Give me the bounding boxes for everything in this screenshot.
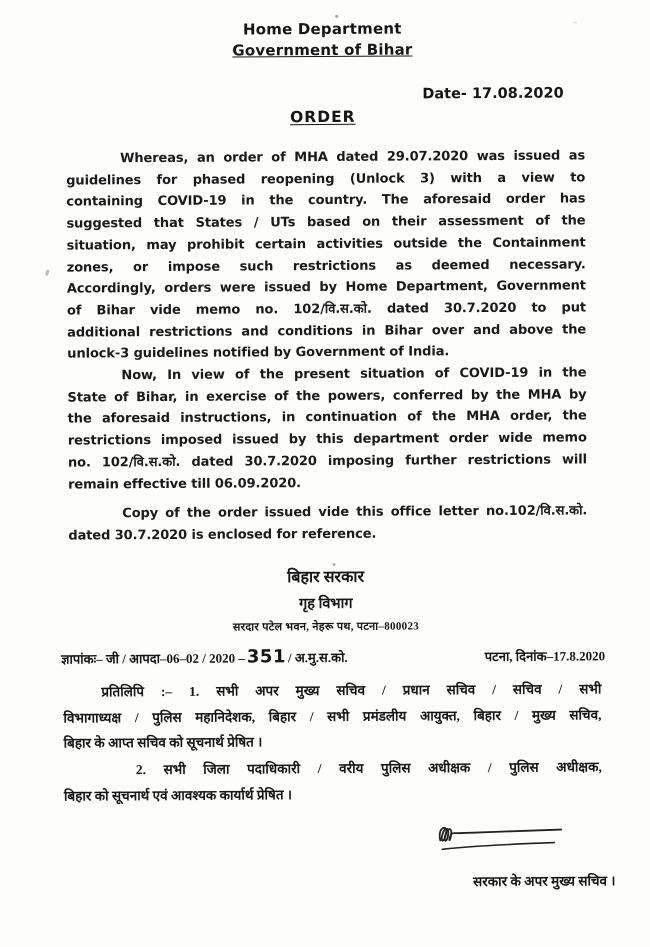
memo-place-date: पटना, दिनांक–17.8.2020 xyxy=(484,648,606,665)
text-line: containing COVID-19 in the country. The aforesaid order has xyxy=(66,191,586,210)
text-line: बिहार के आप्त सचिव को सूचनार्थ प्रेषित । xyxy=(63,734,263,751)
text-line: no. 102/वि.स.को. dated 30.7.2020 imposing further restrictions will xyxy=(67,452,587,471)
letterhead-hindi xyxy=(1,563,650,636)
department-title: Home Department xyxy=(242,19,402,39)
scan-speck xyxy=(335,15,338,18)
memo-suffix: / अ.मु.स.को. xyxy=(287,649,348,666)
text-line: Accordingly, orders were issued by Home Department, Government xyxy=(66,278,586,297)
order-date: Date- 17.08.2020 xyxy=(422,85,564,103)
scan-speck xyxy=(572,21,577,23)
text-line: unlock-3 guidelines notified by Government of India. xyxy=(67,344,450,362)
text-line: dated 30.7.2020 is enclosed for reference. xyxy=(68,526,377,544)
text-line: State of Bihar, in exercise of the powers, conferred by the MHA by xyxy=(67,387,587,406)
text-line: बिहार को सूचनार्थ एवं आवश्यक कार्यार्थ प्रेषित । xyxy=(63,786,293,804)
copy-list-item-1 xyxy=(63,676,601,756)
text-line: restrictions imposed issued by this department order wide memo xyxy=(67,430,587,449)
memo-prefix: ज्ञापांकः– जी / आपदा–06–02 / 2020 – xyxy=(61,650,245,667)
text-line: प्रतिलिपि :– 1. सभी अपर मुख्य सचिव / प्रधान सचिव / सचिव / सभी xyxy=(101,681,602,700)
text-line: zones, or impose such restrictions as deemed necessary. xyxy=(66,256,586,276)
paragraph-now xyxy=(67,362,587,495)
signature-scribble xyxy=(430,821,570,862)
hindi-government-title: बिहार सरकार xyxy=(287,568,365,587)
text-line: of Bihar vide memo no. 102/वि.स.को. dated 30.7.2020 to put xyxy=(66,300,587,319)
hindi-department-title: गृह विभाग xyxy=(299,595,353,613)
text-line: guidelines for phased reopening (Unlock 3) with a view to xyxy=(66,170,586,189)
text-line: remain effective till 06.09.2020. xyxy=(68,475,302,493)
text-line: Copy of the order issued vide this office letter no.102/वि.स.को. xyxy=(122,503,588,522)
copy-list-item-2 xyxy=(64,754,602,808)
hindi-address: सरदार पटेल भवन, नेहरू पथ, पटना–800023 xyxy=(232,620,420,634)
text-line: विभागाध्यक्ष / पुलिस महानिदेशक, बिहार / सभी प्रमंडलीय आयुक्त, बिहार / मुख्य सचिव, xyxy=(63,706,602,726)
paragraph-whereas xyxy=(66,145,586,365)
memo-number: 351 xyxy=(246,646,287,668)
memo-number-line xyxy=(61,644,605,668)
text-line: the aforesaid instructions, in continuation of the MHA order, the xyxy=(67,408,587,427)
letterhead-english xyxy=(0,18,647,61)
text-line: Now, In view of the present situation of COVID-19 in the xyxy=(121,365,587,384)
text-line: Whereas, an order of MHA dated 29.07.2020 was issued as xyxy=(120,148,586,167)
order-heading: ORDER xyxy=(290,107,356,127)
paragraph-copy-enclosed xyxy=(68,500,587,547)
text-line: situation, may prohibit certain activities outside the Containment xyxy=(66,235,586,254)
text-line: suggested that States / UTs based on their assessment of the xyxy=(66,213,586,232)
text-line: 2. सभी जिला पदाधिकारी / वरीय पुलिस अधीक्षक / पुलिस अधीक्षक, xyxy=(135,759,602,778)
memo-left xyxy=(61,646,348,669)
scan-speck xyxy=(333,563,336,566)
government-title: Government of Bihar xyxy=(232,40,413,60)
scan-speck xyxy=(45,269,50,276)
text-line: additional restrictions and conditions in Bihar over and above the xyxy=(67,322,587,341)
signatory-designation: सरकार के अपर मुख्य सचिव । xyxy=(473,873,616,890)
